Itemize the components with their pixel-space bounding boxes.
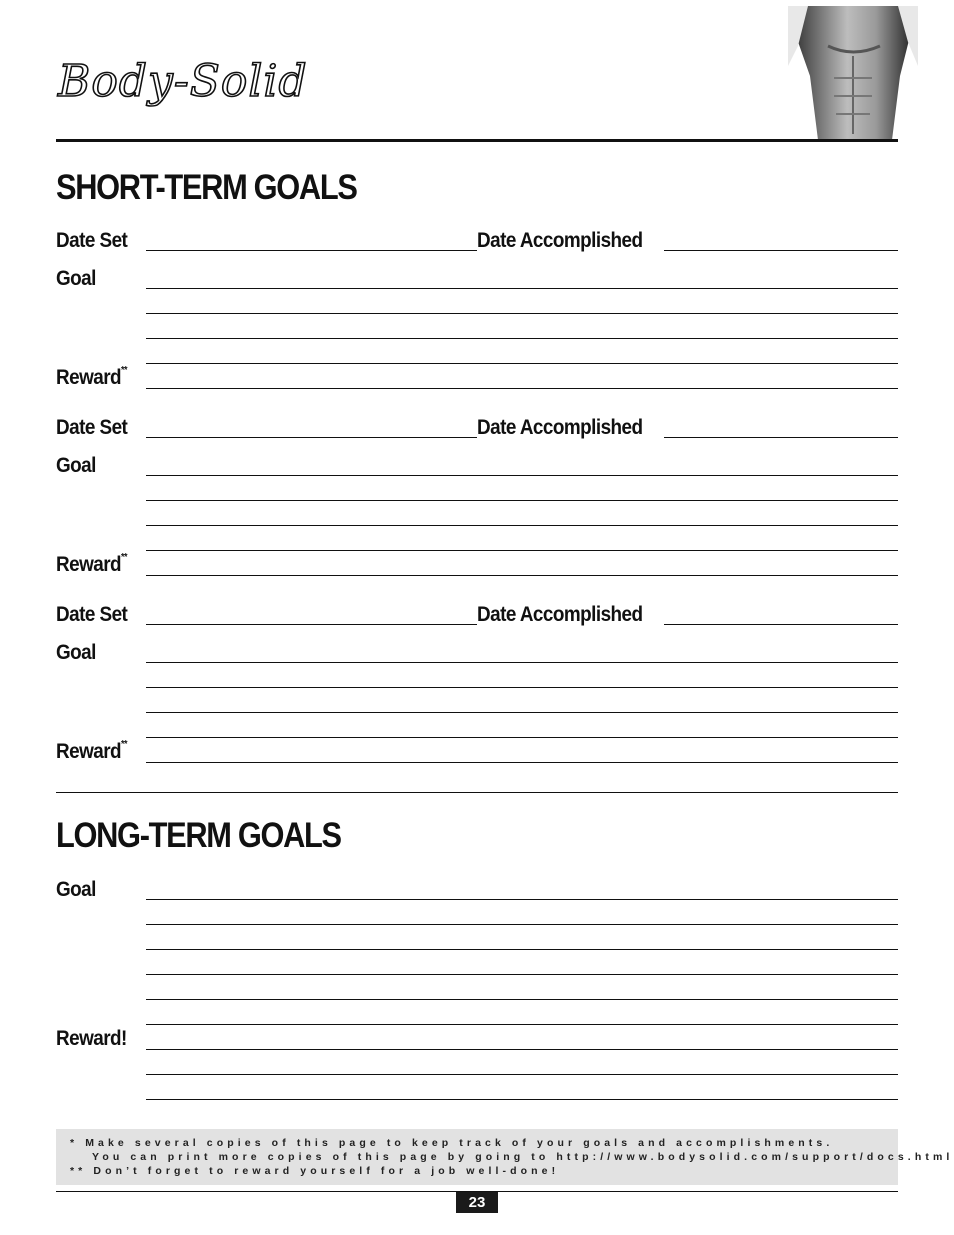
reward-marker: **	[121, 739, 127, 750]
date-set-line[interactable]	[146, 250, 477, 251]
long-goal-line[interactable]	[146, 949, 898, 950]
reward-label: Reward**	[56, 552, 127, 576]
date-accomplished-line[interactable]	[664, 250, 898, 251]
goal-line[interactable]	[146, 550, 898, 551]
reward-label: Reward**	[56, 739, 127, 763]
date-set-label: Date Set	[56, 603, 128, 626]
long-goal-label: Goal	[56, 878, 96, 901]
long-term-title: LONG-TERM GOALS	[56, 816, 341, 855]
date-accomplished-line[interactable]	[664, 624, 898, 625]
long-reward-label: Reward!	[56, 1027, 127, 1050]
date-set-line[interactable]	[146, 624, 477, 625]
reward-label: Reward**	[56, 365, 127, 389]
date-accomplished-label: Date Accomplished	[477, 229, 643, 252]
long-goal-line[interactable]	[146, 924, 898, 925]
note-line-1: * Make several copies of this page to keep track of your goals and accomplishments.	[70, 1137, 834, 1149]
goal-label: Goal	[56, 454, 96, 477]
reward-line[interactable]	[146, 575, 898, 576]
date-set-line[interactable]	[146, 437, 477, 438]
short-term-title: SHORT-TERM GOALS	[56, 168, 357, 207]
goal-label: Goal	[56, 641, 96, 664]
body-solid-logo	[56, 52, 336, 114]
long-goal-line[interactable]	[146, 899, 898, 900]
goal-line[interactable]	[146, 338, 898, 339]
section-divider	[56, 792, 898, 793]
reward-marker: **	[121, 365, 127, 376]
long-goal-line[interactable]	[146, 999, 898, 1000]
reward-marker: **	[121, 552, 127, 563]
reward-line[interactable]	[146, 388, 898, 389]
long-reward-line[interactable]	[146, 1049, 898, 1050]
date-accomplished-line[interactable]	[664, 437, 898, 438]
goal-line[interactable]	[146, 500, 898, 501]
date-accomplished-label: Date Accomplished	[477, 603, 643, 626]
goal-line[interactable]	[146, 288, 898, 289]
page-number: 23	[456, 1192, 498, 1213]
goal-line[interactable]	[146, 662, 898, 663]
long-goal-line[interactable]	[146, 974, 898, 975]
note-line-3: ** Don’t forget to reward yourself for a job well-done!	[70, 1165, 560, 1177]
note-line-2: You can print more copies of this page by going to http://www.bodysolid.com/support/docs.html	[92, 1151, 954, 1163]
reward-line[interactable]	[146, 762, 898, 763]
header-rule	[56, 139, 898, 142]
goal-line[interactable]	[146, 475, 898, 476]
long-goal-line[interactable]	[146, 1024, 898, 1025]
date-set-label: Date Set	[56, 229, 128, 252]
date-accomplished-label: Date Accomplished	[477, 416, 643, 439]
goal-line[interactable]	[146, 313, 898, 314]
goal-line[interactable]	[146, 525, 898, 526]
logo-text: Body-Solid	[58, 56, 308, 107]
goal-line[interactable]	[146, 712, 898, 713]
long-reward-line[interactable]	[146, 1074, 898, 1075]
goal-line[interactable]	[146, 687, 898, 688]
goal-label: Goal	[56, 267, 96, 290]
torso-photo	[788, 6, 918, 140]
goal-line[interactable]	[146, 363, 898, 364]
date-set-label: Date Set	[56, 416, 128, 439]
goal-line[interactable]	[146, 737, 898, 738]
long-reward-line[interactable]	[146, 1099, 898, 1100]
